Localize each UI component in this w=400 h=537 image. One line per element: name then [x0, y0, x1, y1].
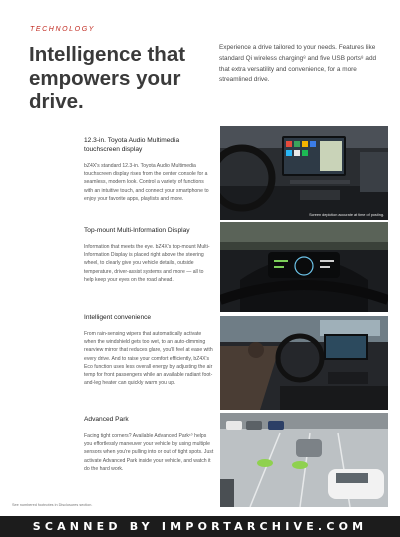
feature-body: bZ4X's standard 12.3-in. Toyota Audio Multimedia touchscreen display rises from the center console for a seamless, modern look. Control a variety of functions with an intuitive touch, and connect your smartphone to enjoy your favorite apps, playlists and more. — [84, 163, 209, 202]
feature-body: Information that meets the eye. bZ4X's top-mount Multi-Information Display is placed right above the steering wheel, to clearly give you vehicle details, outside temperature, driver-assist systems and more — all to help keep your eyes on the road ahead. — [84, 244, 210, 283]
scan-banner: SCANNED BY IMPORTARCHIVE.COM — [0, 516, 400, 537]
feature-multi-info-display — [84, 226, 214, 284]
feature-title: Top-mount Multi-Information Display — [84, 227, 190, 234]
photo-advanced-park — [220, 413, 388, 507]
feature-advanced-park — [84, 415, 214, 473]
feature-title: Intelligent convenience — [84, 314, 152, 321]
feature-body: Facing tight corners? Available Advanced Park¹⁰ helps you effortlessly maneuver your vehicle by using multiple sensors when you're pulling into or out of tight spots. Just activate Advanced Park inside your vehicle, and watch it do the hard work. — [84, 433, 214, 472]
footnote: See numbered footnotes in Disclosures section. — [12, 503, 93, 507]
photo-touchscreen — [220, 126, 388, 220]
photo-multi-info-display — [220, 222, 388, 312]
feature-body: From rain-sensing wipers that automatically activate when the windshield gets too wet, to an auto-dimming rearview mirror that reduces glare, you'll feel at ease with every drive. And to raise your comfort efficiently, bZ4X's Eco function uses less overall energy by adjusting the air temp for front passengers while an available radiant foot-and-leg heater can quickly warm you up. — [84, 331, 213, 387]
feature-title: 12.3-in. Toyota Audio Multimedia touchscreen display — [84, 137, 180, 153]
photo-intelligent-convenience — [220, 316, 388, 410]
section-label: TECHNOLOGY — [30, 26, 96, 33]
photo-caption: Screen depiction accurate at time of posting. — [309, 213, 384, 217]
feature-touchscreen — [84, 136, 214, 203]
page-headline: Intelligence that empowers your drive. — [29, 43, 186, 113]
feature-intelligent-convenience — [84, 313, 214, 387]
intro-paragraph: Experience a drive tailored to your needs. Features like standard Qi wireless charging⁸ and five USB ports⁸ add that extra versatility and convenience, for a more streamlined drive. — [219, 44, 377, 84]
feature-title: Advanced Park — [84, 416, 129, 423]
